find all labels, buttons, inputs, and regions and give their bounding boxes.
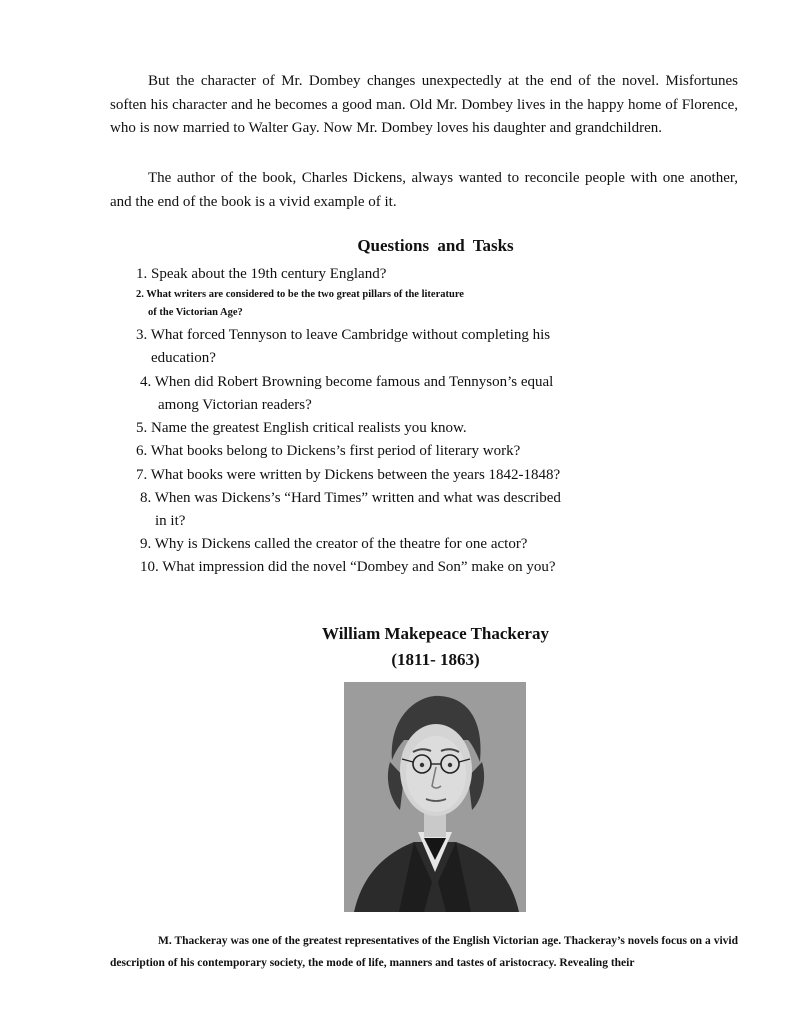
question-item: 7. What books were written by Dickens between the years 1842-1848?: [136, 467, 561, 483]
question-item: 10. What impression did the novel “Dombey and Son” make on you?: [140, 559, 556, 575]
question-item: 2. What writers are considered to be the two great pillars of the literature: [136, 289, 464, 300]
body-paragraph: The author of the book, Charles Dickens, always wanted to reconcile people with one another, and the end of the book is a vivid example of it.: [110, 170, 738, 210]
question-item: among Victorian readers?: [158, 397, 312, 413]
questions-heading: Questions and Tasks: [357, 236, 514, 255]
question-item: 5. Name the greatest English critical realists you know.: [136, 420, 467, 436]
question-item: 8. When was Dickens’s “Hard Times” written and what was described: [140, 490, 561, 506]
author-years: (1811- 1863): [391, 650, 480, 669]
question-item: 1. Speak about the 19th century England?: [136, 266, 387, 282]
question-item: of the Victorian Age?: [148, 307, 243, 318]
author-portrait: [344, 682, 526, 912]
question-item: education?: [151, 350, 216, 366]
question-item: in it?: [155, 513, 186, 529]
question-item: 3. What forced Tennyson to leave Cambridge without completing his: [136, 327, 551, 343]
bio-paragraph: M. Thackeray was one of the greatest representatives of the English Victorian age. Thackeray’s novels focus on a vivid description of his contemporary society, the mode of life, manners and tastes of aristocracy. Revealing their: [110, 935, 738, 969]
question-item: 6. What books belong to Dickens’s first period of literary work?: [136, 443, 521, 459]
author-name: William Makepeace Thackeray: [322, 624, 549, 643]
body-paragraph: But the character of Mr. Dombey changes unexpectedly at the end of the novel. Misfortunes soften his character and he becomes a good man. Old Mr. Dombey lives in the happy home of Florence, who is now married to Walter Gay. Now Mr. Dombey loves his daughter and grandchildren.: [110, 73, 738, 136]
question-item: 4. When did Robert Browning become famous and Tennyson’s equal: [140, 374, 554, 390]
question-item: 9. Why is Dickens called the creator of the theatre for one actor?: [140, 536, 528, 552]
